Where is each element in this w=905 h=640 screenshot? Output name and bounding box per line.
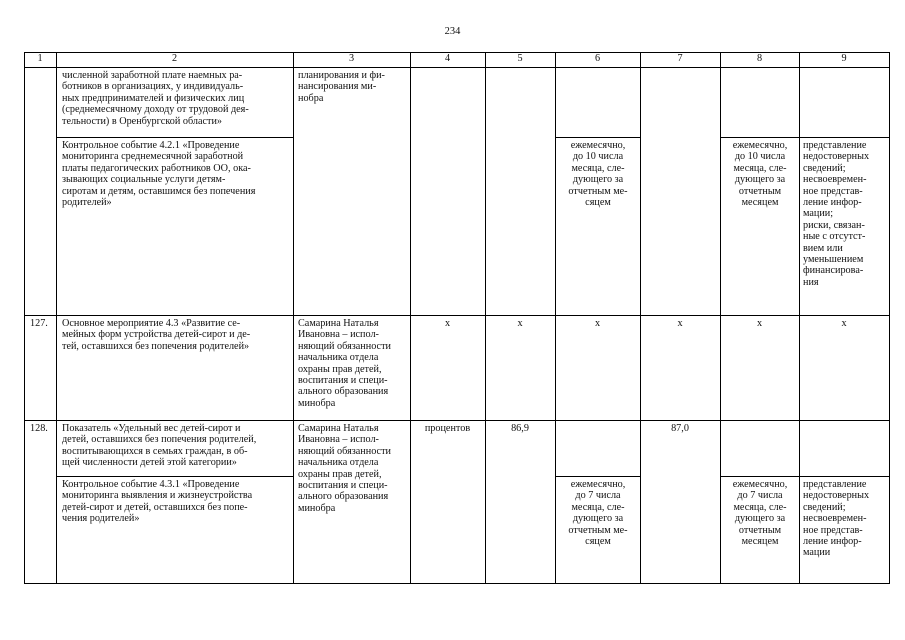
monitoring-table [24, 52, 890, 584]
row-divider [555, 137, 640, 138]
page-number: 234 [444, 26, 461, 37]
control-event-421-report-date: ежемесячно, до 10 числа месяца, сле- дующего за отчетным месяцем [732, 140, 788, 209]
table-border-bottom [24, 583, 890, 584]
row-127-col4: х [444, 318, 451, 329]
header-col-4: 4 [444, 53, 451, 64]
header-col-1: 1 [37, 53, 43, 64]
row-divider [555, 476, 640, 477]
row-divider [24, 315, 890, 316]
row-128-unit: процентов [424, 423, 471, 434]
cont-indicator-text: численной заработной плате наемных ра- ботников в организациях, у индивидуаль- ных предпринимателей и физических лиц (среднемесячному доходу от трудовой дея- тельности) в Оренбургской области» [62, 70, 249, 127]
table-border-right [889, 52, 890, 584]
control-event-431-report-date: ежемесячно, до 7 числа месяца, сле- дующего за отчетным месяцем [732, 479, 788, 548]
row-divider [56, 476, 293, 477]
header-col-9: 9 [841, 53, 847, 64]
row-127-col7: х [677, 318, 683, 329]
row-127-col5: х [517, 318, 523, 329]
row-divider [24, 420, 890, 421]
cont-responsible-text: планирования и фи- нансирования ми- нобра [298, 70, 385, 104]
col-divider [293, 52, 294, 584]
control-event-431-risks: представление недостоверных сведений; несвоевремен- ное представ- ление инфор- мации [803, 479, 870, 559]
row-127-col6: х [594, 318, 601, 329]
row-127-col9: х [841, 318, 847, 329]
row-128-responsible: Самарина Наталья Ивановна – испол- няющий обязанности начальника отдела охраны прав детей, воспитания и специ- ального образования минобра [298, 423, 391, 514]
row-127-activity: Основное мероприятие 4.3 «Развитие се- мейных форм устройства детей-сирот и де- тей, оставшихся без попечения родителей» [62, 318, 251, 352]
row-127-col8: х [756, 318, 763, 329]
row-128-number: 128. [30, 423, 48, 434]
control-event-421-deadline: ежемесячно, до 10 числа месяца, сле- дующего за отчетным ме- сяцем [568, 140, 628, 209]
row-divider [56, 137, 293, 138]
header-col-6: 6 [594, 53, 601, 64]
table-border-left [24, 52, 25, 584]
row-128-base-value: 86,9 [511, 423, 529, 434]
header-bottom-line [24, 67, 890, 68]
row-128-indicator: Показатель «Удельный вес детей-сирот и детей, оставшихся без попечения родителей, воспитывающихся в семьях граждан, в об- щей численности детей этой категории» [62, 423, 257, 469]
header-col-5: 5 [517, 53, 523, 64]
header-col-3: 3 [348, 53, 355, 64]
row-127-responsible: Самарина Наталья Ивановна – испол- няющий обязанности начальника отдела охраны прав детей, воспитания и специ- ального образования минобра [298, 318, 391, 409]
control-event-431-deadline: ежемесячно, до 7 числа месяца, сле- дующего за отчетным ме- сяцем [568, 479, 628, 548]
row-divider [720, 137, 889, 138]
control-event-431-text: Контрольное событие 4.3.1 «Проведение мониторинга выявления и жизнеустройства детей-сирот и детей, оставшихся без попе- чения родителей» [62, 479, 253, 525]
header-col-7: 7 [677, 53, 683, 64]
header-col-8: 8 [756, 53, 763, 64]
control-event-421-text: Контрольное событие 4.2.1 «Проведение мониторинга среднемесячной заработной платы педагогических работников ОО, ока- зывающих социальные услуги детям- сиротам и детям, оставшимся без попечения родителей» [62, 140, 256, 209]
control-event-421-risks: представление недостоверных сведений; несвоевремен- ное представ- ление инфор- мации; риски, связан- ные с отсутст- вием или уменьшением финансирова- ния [803, 140, 870, 288]
row-divider [720, 476, 889, 477]
row-127-number: 127. [30, 318, 48, 329]
col-divider [56, 52, 57, 584]
header-col-2: 2 [171, 53, 178, 64]
row-128-target-value: 87,0 [671, 423, 689, 434]
